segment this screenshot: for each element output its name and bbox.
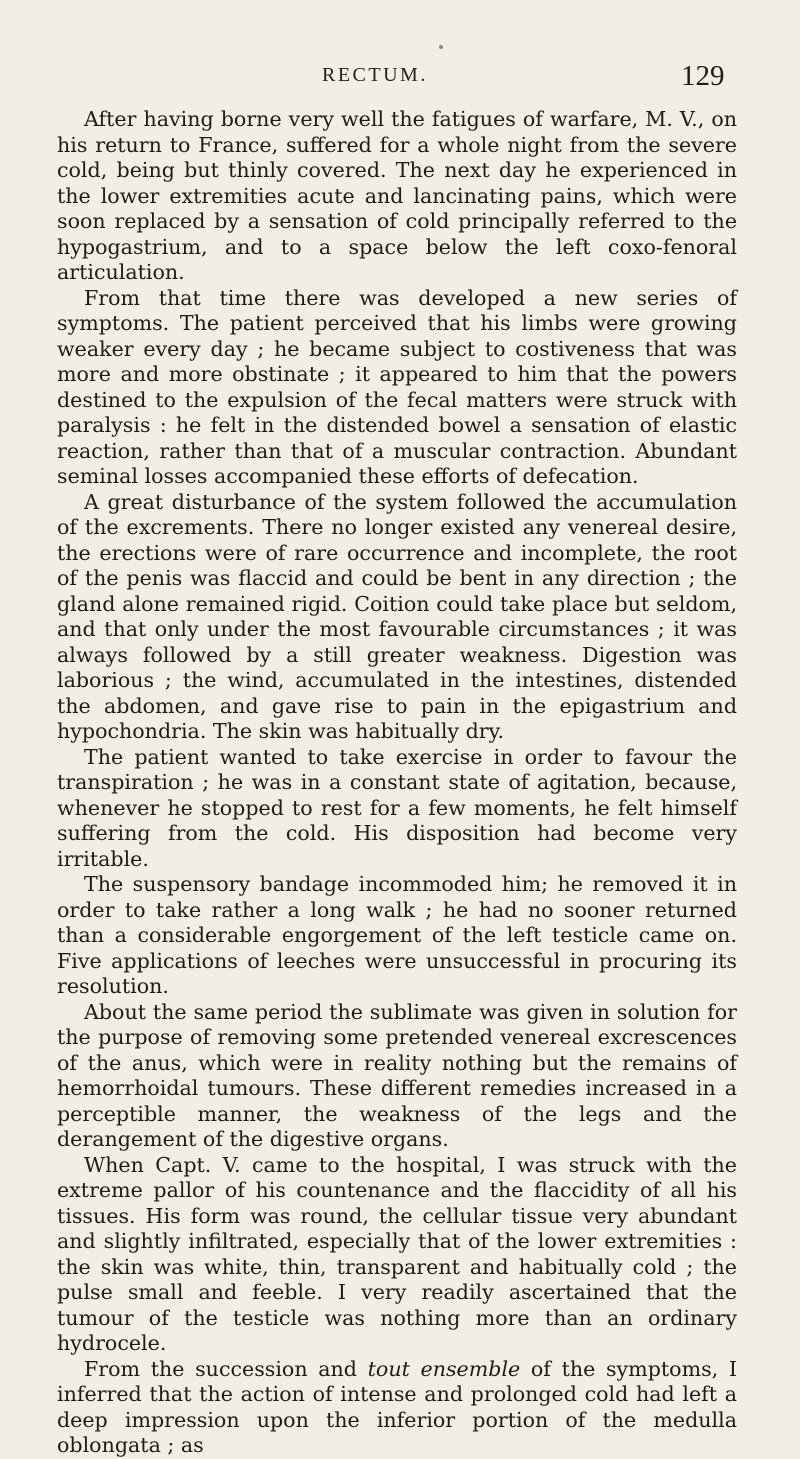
paragraph-8-italic-phrase: tout ensemble [367, 1356, 521, 1381]
page-header [0, 60, 800, 92]
page-number: 129 [681, 60, 725, 92]
paragraph-1: After having borne very well the fatigues of warfare, M. V., on his return to France, suffered for a whole night from the severe cold, being but thinly covered. The next day he experienced in the lower extremities acute and lancinating pains, which were soon replaced by a sensation of cold principally referred to the hypogastrium, and to a space below the left coxo-fenoral articulation. [57, 107, 737, 284]
body-text [57, 107, 737, 1459]
running-head: RECTUM. [322, 64, 428, 86]
paragraph-3: A great disturbance of the system followed the accumulation of the excrements. There no longer existed any venereal desire, the erections were of rare occurrence and incomplete, the root of the penis was flaccid and could be bent in any direction ; the gland alone remained rigid. Coition could take place but seldom, and that only under the most favourable circumstances ; it was always followed by a still greater weakness. Digestion was laborious ; the wind, accumulated in the intestines, distended the abdomen, and gave rise to pain in the epigastrium and hypochondria. The skin was habitually dry. [57, 489, 737, 743]
paragraph-6: About the same period the sublimate was given in solution for the purpose of removing some pretended venereal excrescences of the anus, which were in reality nothing but the remains of hemorrhoidal tumours. These different remedies increased in a perceptible manner, the weakness of the legs and the derangement of the digestive organs. [57, 999, 737, 1151]
paragraph-5: The suspensory bandage incommoded him; he removed it in order to take rather a long walk ; he had no sooner returned than a considerable engorgement of the left testicle came on. Five applications of leeches were unsuccessful in procuring its resolution. [57, 872, 737, 998]
paragraph-8-end: of the symptoms, I inferred that the action of intense and prolonged cold had left a deep impression upon the inferior portion of the medulla oblongata ; as [57, 1356, 738, 1457]
paragraph-2: From that time there was developed a new series of symptoms. The patient perceived that his limbs were growing weaker every day ; he became subject to costiveness that was more and more obstinate ; it appeared to him that the powers destined to the expulsion of the fecal matters were struck with paralysis : he felt in the distended bowel a sensation of elastic reaction, rather than that of a muscular contraction. Abundant seminal losses accompanied these efforts of defecation. [57, 285, 737, 488]
paragraph-4: The patient wanted to take exercise in order to favour the transpiration ; he was in a constant state of agitation, because, whenever he stopped to rest for a few moments, he felt himself suffering from the cold. His disposition had become very irritable. [57, 744, 737, 871]
paragraph-7: When Capt. V. came to the hospital, I was struck with the extreme pallor of his countenance and the flaccidity of all his tissues. His form was round, the cellular tissue very abundant and slightly infiltrated, especially that of the lower extremities : the skin was white, thin, transparent and habitually cold ; the pulse small and feeble. I very readily ascertained that the tumour of the testicle was nothing more than an ordinary hydrocele. [57, 1152, 737, 1355]
paragraph-8-start: From the succession and [84, 1356, 368, 1381]
paragraph-8 [57, 1357, 737, 1459]
ink-speck [439, 45, 443, 49]
